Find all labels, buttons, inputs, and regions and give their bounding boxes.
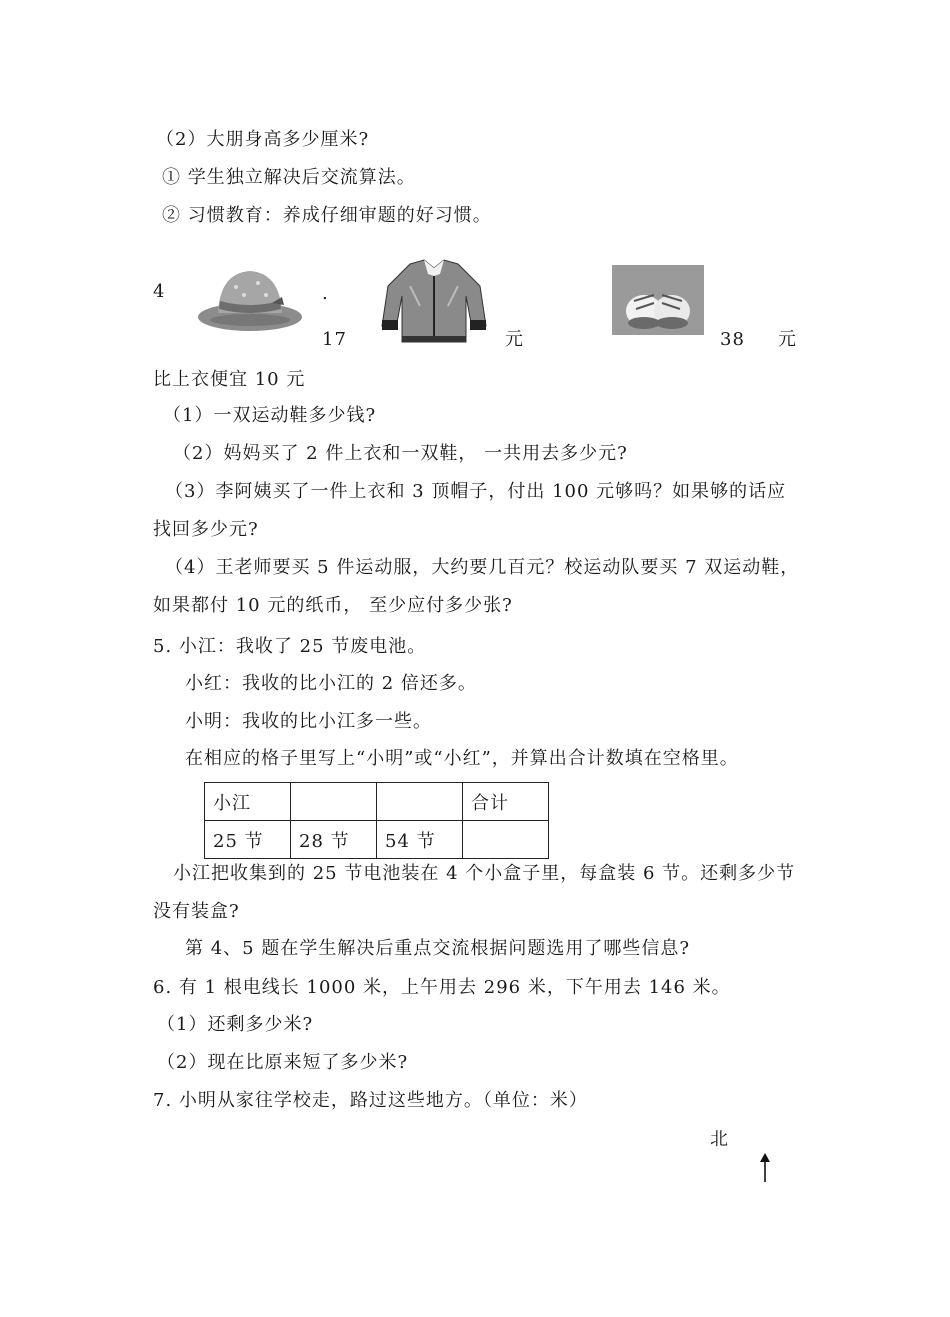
table-row [205,783,549,821]
table-cell [377,783,463,821]
q3-step2: ② 习惯教育：养成仔细审题的好习惯。 [162,205,492,226]
q3-sub2: （2）大朋身高多少厘米? [156,129,370,150]
q7-line1: 7. 小明从家往学校走，路过这些地方。（单位：米） [153,1090,588,1111]
q6-sub1: （1）还剩多少米? [157,1014,314,1035]
table-cell [291,783,377,821]
table-cell: 小江 [205,783,291,821]
table-cell [463,821,549,859]
battery-table [204,782,549,859]
q5-line4: 在相应的格子里写上“小明”或“小红”，并算出合计数填在空格里。 [185,748,739,769]
hat-icon [196,265,304,335]
q4-sub3-line2: 找回多少元? [153,519,259,540]
q6-sub2: （2）现在比原来短了多少米? [157,1052,409,1073]
jacket-unit: 元 [505,329,524,350]
q5-note: 第 4、5 题在学生解决后重点交流根据问题选用了哪些信息? [185,938,690,959]
q6-line1: 6. 有 1 根电线长 1000 米，上午用去 296 米，下午用去 146 米。 [153,977,731,998]
north-arrow-icon [758,1152,772,1182]
table-cell: 25 节 [205,821,291,859]
table-cell: 合计 [463,783,549,821]
q5-line3: 小明：我收的比小江多一些。 [185,711,432,732]
q4-number: 4 [153,281,166,302]
q5-extra-line2: 没有装盒? [153,901,240,922]
q4-info: 比上衣便宜 10 元 [153,369,306,390]
q4-dot: . [322,283,329,304]
north-label: 北 [710,1129,729,1150]
shoes-unit: 元 [778,329,797,350]
q5-line2: 小红：我收的比小江的 2 倍还多。 [185,673,477,694]
shoes-icon [612,265,704,335]
hat-price: 17 [322,329,347,350]
q4-sub3-line1: （3）李阿姨买了一件上衣和 3 顶帽子，付出 100 元够吗？如果够的话应 [165,481,787,502]
q5-extra-line1: 小江把收集到的 25 节电池装在 4 个小盒子里，每盒装 6 节。还剩多少节 [173,863,796,884]
q4-sub2: （2）妈妈买了 2 件上衣和一双鞋， 一共用去多少元? [173,443,628,464]
q3-step1: ① 学生独立解决后交流算法。 [162,167,416,188]
table-cell: 54 节 [377,821,463,859]
shoes-price: 38 [720,329,745,350]
jacket-icon [380,256,488,346]
table-cell: 28 节 [291,821,377,859]
q4-sub4-line1: （4）王老师要买 5 件运动服，大约要几百元？校运动队要买 7 双运动鞋， [165,557,800,578]
q4-sub4-line2: 如果都付 10 元的纸币， 至少应付多少张? [153,595,513,616]
table-row [205,821,549,859]
q4-sub1: （1）一双运动鞋多少钱? [163,405,377,426]
q5-line1: 5. 小江：我收了 25 节废电池。 [153,636,427,657]
